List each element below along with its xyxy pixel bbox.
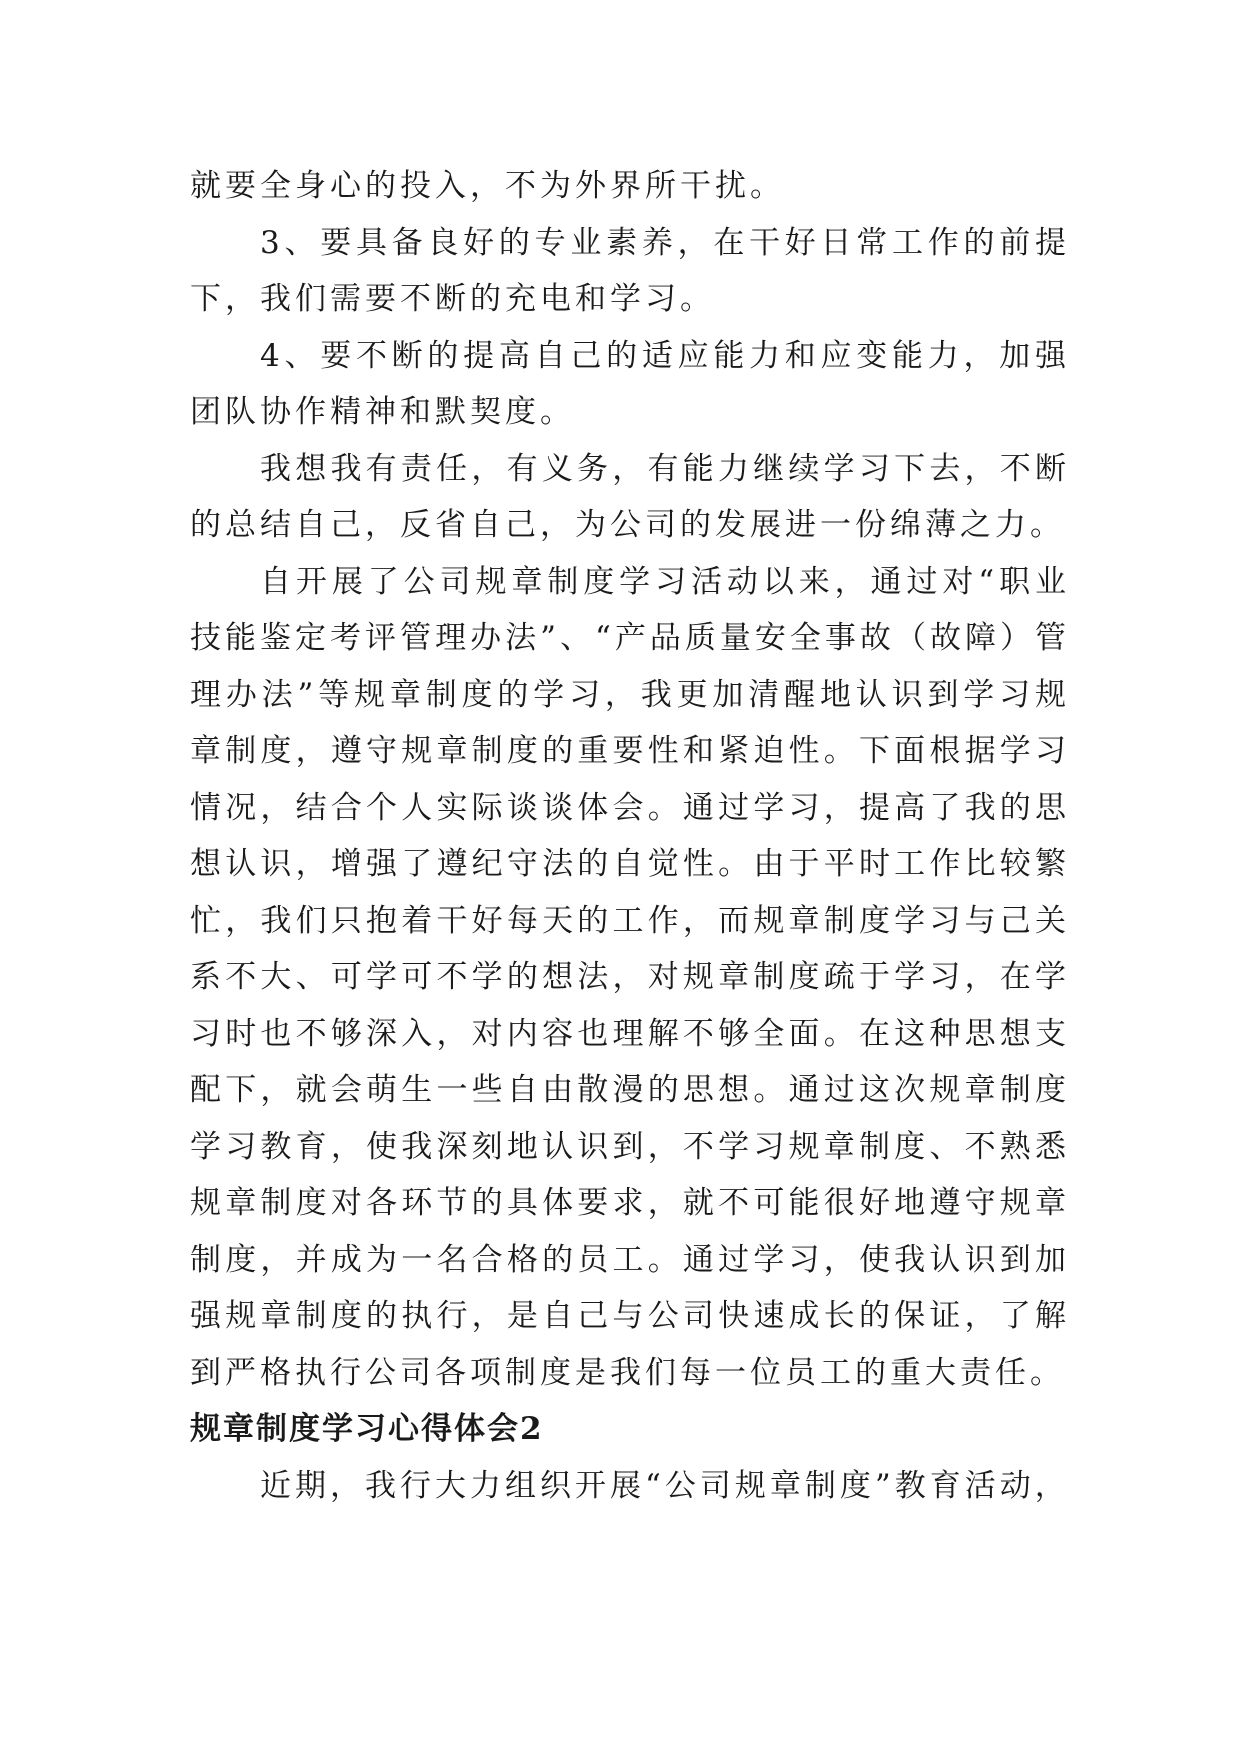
paragraph-5: 自开展了公司规章制度学习活动以来，通过对“职业技能鉴定考评管理办法”、“产品质量安全事故（故障）管理办法”等规章制度的学习，我更加清醒地认识到学习规章制度，遵守规章制度的重要性和紧迫性。下面根据学习情况，结合个人实际谈谈体会。通过学习，提高了我的思想认识，增强了遵纪守法的自觉性。由于平时工作比较繁忙，我们只抱着干好每天的工作，而规章制度学习与己关系不大、可学可不学的想法，对规章制度疏于学习，在学习时也不够深入，对内容也理解不够全面。在这种思想支配下，就会萌生一些自由散漫的思想。通过这次规章制度学习教育，使我深刻地认识到，不学习规章制度、不熟悉规章制度对各环节的具体要求，就不可能很好地遵守规章制度，并成为一名合格的员工。通过学习，使我认识到加强规章制度的执行，是自己与公司快速成长的保证，了解到严格执行公司各项制度是我们每一位员工的重大责任。 [190, 563, 1070, 1391]
paragraph-2: 3、要具备良好的专业素养，在干好日常工作的前提下，我们需要不断的充电和学习。 [190, 224, 1070, 317]
paragraph-4: 我想我有责任，有义务，有能力继续学习下去，不断的总结自己，反省自己，为公司的发展进一份绵薄之力。 [190, 450, 1070, 543]
paragraph-1: 就要全身心的投入，不为外界所干扰。 [190, 168, 785, 204]
section-heading: 规章制度学习心得体会2 [190, 1411, 544, 1447]
paragraph-3: 4、要不断的提高自己的适应能力和应变能力，加强团队协作精神和默契度。 [190, 337, 1070, 430]
document-body [190, 158, 1070, 1514]
paragraph-final: 近期，我行大力组织开展“公司规章制度”教育活动， [260, 1467, 1070, 1504]
